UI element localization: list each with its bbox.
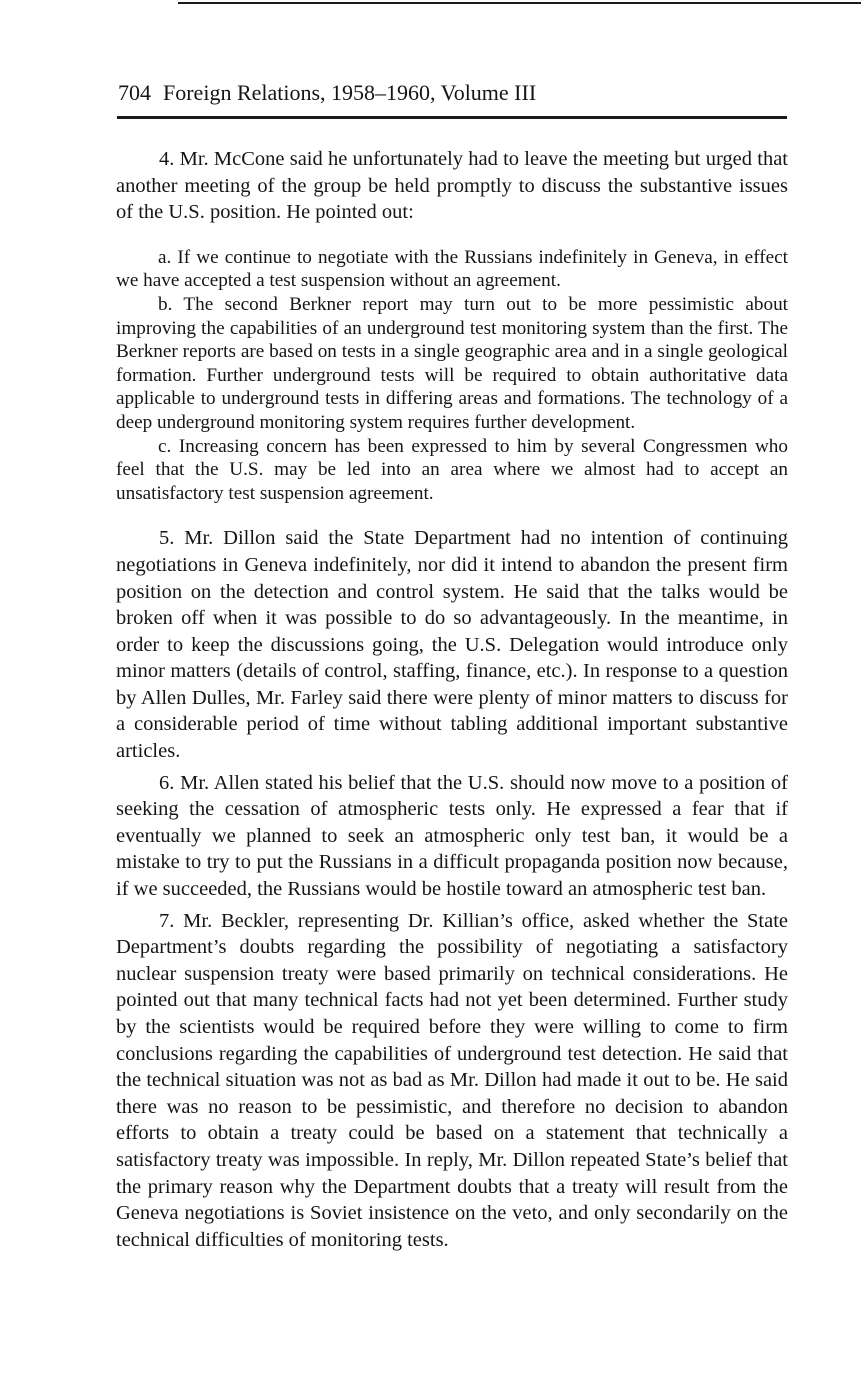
- paragraph-7: 7. Mr. Beckler, representing Dr. Killian’s office, asked whether the State Department’s doubts regarding the possibility of negotiating a satisfactory nuclear suspension treaty were based primarily on technical considerations. He pointed out that many technical facts had not yet been determined. Further study by the scientists would be required before they were willing to come to firm conclusions regarding the capabilities of underground test detection. He said that the technical situation was not as bad as Mr. Dillon had made it out to be. He said there was no reason to be pessimistic, and therefore no decision to abandon efforts to obtain a treaty could be based on a statement that technically a satisfactory treaty was impossible. In reply, Mr. Dillon repeated State’s belief that the primary reason why the Department doubts that a treaty will result from the Geneva negotiations is Soviet insistence on the veto, and only secondarily on the technical difficulties of monitoring tests.: [116, 909, 788, 1251]
- paragraph-4b: b. The second Berkner report may turn out to be more pessimistic about improving the capabilities of an underground test monitoring system than the first. The Berkner reports are based on tests in a single geographic area and in a single geological formation. Further underground tests will be required to obtain authoritative data applicable to underground tests in differing areas and formations. The technology of a deep underground monitoring system requires further development.: [116, 293, 788, 433]
- running-title: Foreign Relations, 1958–1960, Volume III: [163, 80, 537, 105]
- paragraph-4c: c. Increasing concern has been expressed to him by several Congressmen who feel that the U.S. may be led into an area where we almost had to accept an unsatisfactory test suspension agreement.: [116, 435, 788, 504]
- paragraph-5: 5. Mr. Dillon said the State Department had no intention of continuing negotiations in Geneva indefinitely, nor did it intend to abandon the present firm position on the detection and control system. He said that the talks would be broken off when it was possible to do so advantageously. In the meantime, in order to keep the discussions going, the U.S. Delegation would introduce only minor matters (details of control, staffing, finance, etc.). In response to a question by Allen Dulles, Mr. Farley said there were plenty of minor matters to discuss for a considerable period of time without tabling additional important substantive articles.: [116, 527, 788, 763]
- page-number: 704: [118, 80, 151, 105]
- paragraph-6: 6. Mr. Allen stated his belief that the U.S. should now move to a position of seeking the cessation of atmospheric tests only. He expressed a fear that if eventually we planned to seek an atmospheric only test ban, it would be a mistake to try to put the Russians in a difficult propaganda position now because, if we succeeded, the Russians would be hostile toward an atmospheric test ban.: [116, 771, 788, 901]
- paragraph-4a: a. If we continue to negotiate with the Russians indefinitely in Geneva, in effect we have accepted a test suspension without an agreement.: [116, 246, 788, 292]
- header-text: [118, 80, 536, 106]
- running-header: [117, 76, 787, 119]
- top-edge-rule: [178, 2, 861, 4]
- document-body: [116, 146, 788, 1253]
- paragraph-4: 4. Mr. McCone said he unfortunately had to leave the meeting but urged that another meeting of the group be held promptly to discuss the substantive issues of the U.S. position. He pointed out:: [116, 148, 788, 224]
